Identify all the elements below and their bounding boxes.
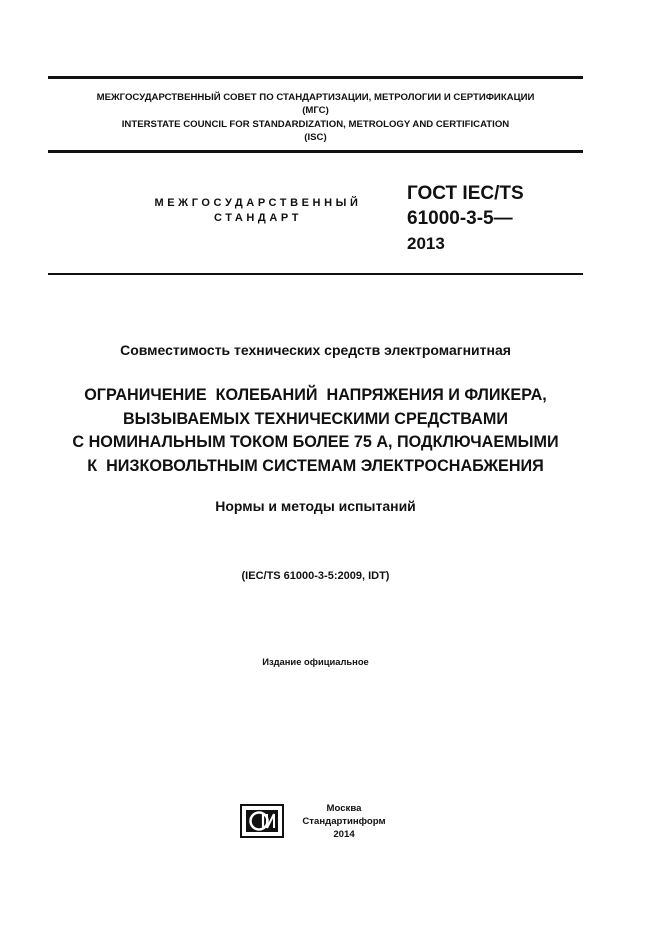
designation-line2: 61000-3-5— bbox=[407, 208, 513, 229]
designation-bottom-rule bbox=[48, 273, 583, 275]
title-line: С НОМИНАЛЬНЫМ ТОКОМ БОЛЕЕ 75 А, ПОДКЛЮЧАЕМЫМИ bbox=[72, 433, 559, 451]
document-title bbox=[30, 384, 601, 478]
iec-reference: (IEC/TS 61000-3-5:2009, IDT) bbox=[241, 570, 390, 582]
council-bottom-rule bbox=[48, 150, 583, 153]
edition-label: Издание официальное bbox=[262, 656, 369, 667]
standartinform-logo-icon bbox=[240, 804, 284, 838]
document-subtitle: Нормы и методы испытаний bbox=[215, 498, 416, 514]
council-en-abbr: (ISC) bbox=[304, 132, 327, 144]
council-header bbox=[40, 91, 591, 145]
council-ru-abbr: (МГС) bbox=[302, 105, 329, 117]
top-rule bbox=[48, 76, 583, 79]
standard-designation bbox=[407, 181, 524, 256]
publisher-block bbox=[292, 802, 396, 842]
title-line: ОГРАНИЧЕНИЕ КОЛЕБАНИЙ НАПРЯЖЕНИЯ И ФЛИКЕРА, bbox=[84, 386, 547, 404]
standard-type-line1: МЕЖГОСУДАРСТВЕННЫЙ bbox=[154, 197, 362, 209]
document-subject: Совместимость технических средств электромагнитная bbox=[120, 342, 511, 358]
designation-line1: ГОСТ IEC/TS bbox=[407, 183, 524, 204]
designation-year: 2013 bbox=[407, 234, 445, 253]
council-ru-name: МЕЖГОСУДАРСТВЕННЫЙ СОВЕТ ПО СТАНДАРТИЗАЦИИ, МЕТРОЛОГИИ И СЕРТИФИКАЦИИ bbox=[96, 92, 535, 103]
title-line: ВЫЗЫВАЕМЫХ ТЕХНИЧЕСКИМИ СРЕДСТВАМИ bbox=[122, 409, 508, 428]
standard-type-line2: СТАНДАРТ bbox=[213, 212, 303, 224]
council-en-name: INTERSTATE COUNCIL FOR STANDARDIZATION, METROLOGY AND CERTIFICATION bbox=[121, 118, 510, 130]
publisher-year: 2014 bbox=[333, 829, 355, 841]
publisher-city: Москва bbox=[326, 803, 362, 814]
standard-type-label bbox=[118, 196, 398, 226]
publisher-name: Стандартинформ bbox=[302, 816, 386, 828]
title-line: К НИЗКОВОЛЬТНЫМ СИСТЕМАМ ЭЛЕКТРОСНАБЖЕНИЯ bbox=[87, 456, 544, 475]
